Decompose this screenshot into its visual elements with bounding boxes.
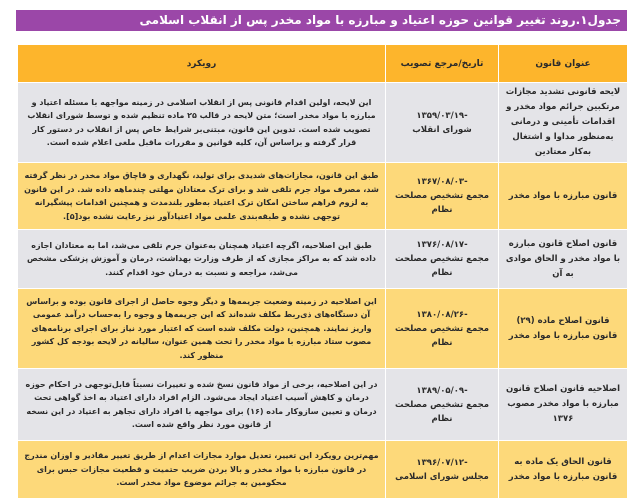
approval-date: ۱۳۷۶/۰۸/۱۷- [416,240,468,250]
approach: طبق این اصلاحیه، اگرچه اعتیاد همچنان به‌عنوان جرم تلقی می‌شد، اما به معتادان اجازه داده شد که به مراکز مجازی که از طرف وزارت بهداشت، درمان و آموزش پزشکی مشخص می‌شد، مراجعه و نسبت به درمان خود اقدام کنند. [18,230,386,289]
approach: طبق این قانون، مجازات‌های شدیدی برای تولید، نگهداری و قاچاق مواد مخدر در نظر گرفته شد، مصرف مواد جرم تلقی شد و برای ترک معتادان مهلتی چندماهه داده شد. در این قانون به لزوم فراهم ساختن امکان ترک اعتیاد به‌طور بلندمدت و همچنین اقدامات پیشگیرانه توجهی نشده و طبقه‌بندی علمی مواد اعتیادآور نیز رعایت نشده بود[۵]. [18,163,386,230]
approval-date: ۱۳۸۹/۰۵/۰۹- [416,385,468,396]
approval-body: مجمع تشخیص مصلحت نظام [394,191,490,215]
header-law-title: عنوان قانون [499,45,628,83]
law-title: قانون اصلاح قانون مبارزه با مواد مخدر و الحاق موادی به آن [499,230,628,289]
approval-body: مجمع تشخیص مصلحت نظام [394,399,490,424]
approval-body: شورای انقلاب [412,124,472,135]
laws-table [17,44,628,499]
date-ref [386,441,499,499]
law-title: قانون الحاق یک ماده به قانون مبارزه با مواد مخدر [499,441,628,499]
date-ref [386,163,499,230]
table-row [18,230,628,289]
approval-date: ۱۳۵۹/۰۳/۱۹- [416,110,468,121]
header-date-ref: تاریخ/مرجع تصویب [386,45,499,83]
approach: این لایحه، اولین اقدام قانونی پس از انقلاب اسلامی در زمینه مواجهه با مسئله اعتیاد و مبارزه با مواد مخدر است؛ متن لایحه در قالب ۲۵ ماده تنظیم شده و توسط شورای انقلاب تصویب شده است. تدوین این قانون، مبتنی‌بر شرایط خاص پس از انقلاب در دستور کار قرار گرفته و براساس آن، کلیه قوانین و مقررات ماقبل ملغی اعلام شده است. [18,83,386,163]
date-ref [386,289,499,369]
law-title: قانون اصلاح ماده (۲۹) قانون مبارزه با مواد مخدر [499,289,628,369]
table-row [18,163,628,230]
law-title: لایحه قانونی تشدید مجازات مرتکبین جرائم مواد مخدر و اقدامات تأمینی و درمانی به‌منظور مداوا و اشتغال به‌کار معتادین [499,83,628,163]
approval-date: ۱۳۶۷/۰۸/۰۳- [416,177,468,187]
header-row [18,45,628,83]
date-ref [386,83,499,163]
table-row [18,83,628,163]
table-row [18,289,628,369]
approval-body: مجمع تشخیص مصلحت نظام [394,323,490,348]
approval-body: مجلس شورای اسلامی [395,471,489,482]
law-title: اصلاحیه قانون اصلاح قانون مبارزه با مواد مخدر مصوب ۱۳۷۶ [499,369,628,441]
table-caption: جدول۱.روند تغییر قوانین حوزه اعتیاد و مبارزه با مواد مخدر پس از انقلاب اسلامی [16,10,627,31]
header-approach: رویکرد [18,45,386,83]
table-row [18,441,628,499]
law-title: قانون مبارزه با مواد مخدر [499,163,628,230]
approval-date: ۱۳۸۰/۰۸/۲۶- [416,309,468,320]
date-ref [386,230,499,289]
approval-date: ۱۳۹۶/۰۷/۱۲- [416,457,468,468]
date-ref [386,369,499,441]
approach: این اصلاحیه در زمینه وضعیت جریمه‌ها و دیگر وجوه حاصل از اجرای قانون بوده و براساس آن دستگاه‌های ذی‌ربط مکلف شده‌اند که این جریمه‌ها و وجوه را به‌حساب درآمد عمومی واریز نمایند. همچنین، دولت مکلف شده است که اعتبار مورد نیاز برای اجرای برنامه‌های مصوب ستاد مبارزه با مواد مخدر را تحت همین عنوان، سالیانه در لایحه بودجه کل کشور منظور کند. [18,289,386,369]
approval-body: مجمع تشخیص مصلحت نظام [394,254,490,278]
approach: مهم‌ترین رویکرد این تغییر، تعدیل موارد مجازات اعدام از طریق تغییر مقادیر و اوزان مندرج در قانون مبارزه با مواد مخدر و بالا بردن ضریب حتمیت و قطعیت مجازات حبس برای محکومین به جرائم موضوع مواد مخدر است. [18,441,386,499]
approach: در این اصلاحیه، برخی از مواد قانون نسخ شده و تغییرات نسبتاً قابل‌توجهی در احکام حوزه درمان و کاهش آسیب اعتیاد ایجاد می‌شود. الزام افراد دارای اعتیاد به اخذ گواهی تحت درمان و تعیین سازوکار ماده (۱۶) برای مواجهه با افراد دارای تجاهر به اعتیاد در این نسخه از قانون مورد نظر واقع شده است. [18,369,386,441]
table-row [18,369,628,441]
